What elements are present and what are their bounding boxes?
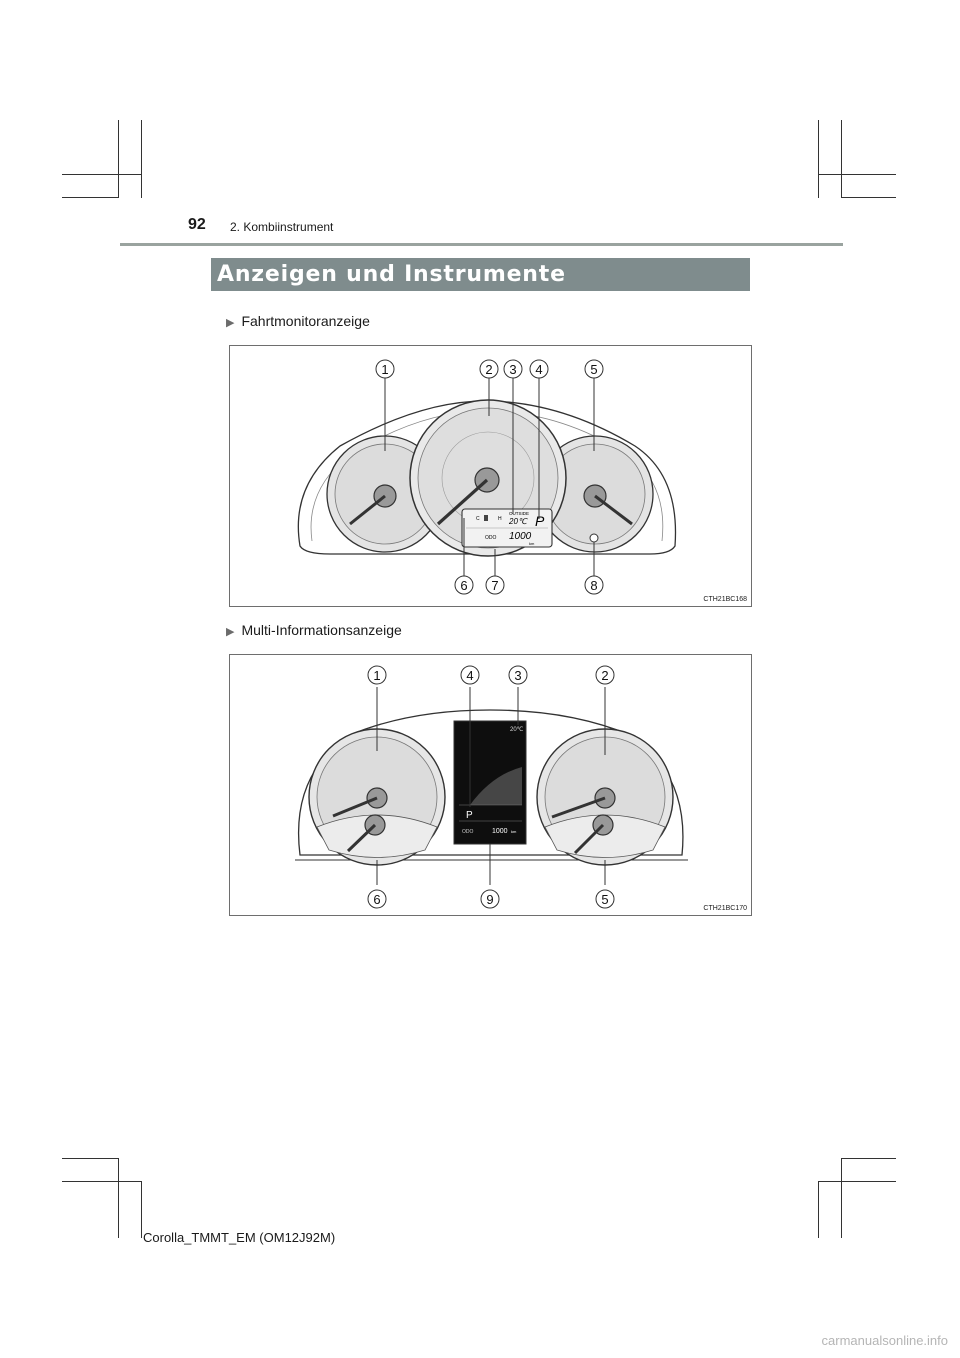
- callout-label: 3: [514, 668, 522, 683]
- triangle-bullet-icon: ▶: [226, 317, 235, 329]
- callout-label: 6: [373, 892, 381, 907]
- outside-temperature: 20℃: [510, 727, 524, 733]
- crop-mark: [841, 120, 842, 198]
- cluster-illustration: [230, 346, 751, 606]
- crop-mark: [62, 174, 142, 175]
- crop-mark: [818, 1181, 896, 1182]
- odo-label: ODO: [485, 535, 497, 541]
- figure-id: CTH21BC168: [703, 596, 747, 603]
- crop-mark: [841, 1158, 896, 1159]
- crop-mark: [818, 1181, 819, 1238]
- callout-label: 3: [509, 362, 517, 377]
- callout-label: 2: [485, 362, 493, 377]
- crop-mark: [62, 1158, 119, 1159]
- outside-label: OUTSIDE: [509, 511, 530, 516]
- document-id: Corolla_TMMT_EM (OM12J92M): [143, 1230, 336, 1245]
- triangle-bullet-icon: ▶: [226, 626, 235, 638]
- figure-caption-1: [226, 313, 370, 329]
- gear-indicator: P: [466, 810, 473, 821]
- crop-mark: [62, 1181, 142, 1182]
- figure-id: CTH21BC170: [703, 905, 747, 912]
- figure-meter-cluster-2: [229, 654, 752, 916]
- crop-mark: [141, 120, 142, 198]
- crop-mark: [118, 1158, 119, 1238]
- callout-label: 2: [601, 668, 609, 683]
- callout-label: 9: [486, 892, 494, 907]
- page-number: 92: [188, 216, 206, 233]
- callout-label: 4: [466, 668, 474, 683]
- crop-mark: [841, 197, 896, 198]
- cluster-illustration: [230, 655, 751, 915]
- gear-indicator: P: [535, 513, 545, 529]
- figure-meter-cluster-1: [229, 345, 752, 607]
- crop-mark: [118, 120, 119, 198]
- figure-caption-2: [226, 622, 402, 638]
- odometer-unit: km: [511, 829, 517, 834]
- fuel-c-label: C: [476, 516, 480, 522]
- watermark-link[interactable]: carmanualsonline.info: [821, 1333, 948, 1348]
- outside-temperature: 20℃: [509, 517, 527, 526]
- crop-mark: [141, 1181, 142, 1238]
- caption-text: Fahrtmonitoranzeige: [241, 313, 370, 329]
- callout-label: 4: [535, 362, 543, 377]
- header-rule: [120, 243, 843, 246]
- callout-label: 8: [590, 578, 598, 593]
- odometer-unit: km: [529, 541, 535, 546]
- odometer-value: 1000: [509, 531, 532, 542]
- callout-label: 6: [460, 578, 468, 593]
- crop-mark: [818, 174, 896, 175]
- crop-mark: [818, 120, 819, 198]
- fuel-h-label: H: [498, 516, 502, 522]
- callout-label: 1: [373, 668, 381, 683]
- crop-mark: [62, 197, 119, 198]
- callout-label: 5: [590, 362, 598, 377]
- caption-text: Multi-Informationsanzeige: [241, 622, 402, 638]
- callout-label: 1: [381, 362, 389, 377]
- odometer-value: 1000: [492, 828, 508, 835]
- odo-label: ODO: [462, 829, 474, 835]
- callout-label: 7: [491, 578, 499, 593]
- chapter-title: 2. Kombiinstrument: [230, 220, 334, 234]
- section-title-bar: [211, 258, 750, 291]
- callout-label: 5: [601, 892, 609, 907]
- section-title: Anzeigen und Instrumente: [217, 262, 566, 287]
- crop-mark: [841, 1158, 842, 1238]
